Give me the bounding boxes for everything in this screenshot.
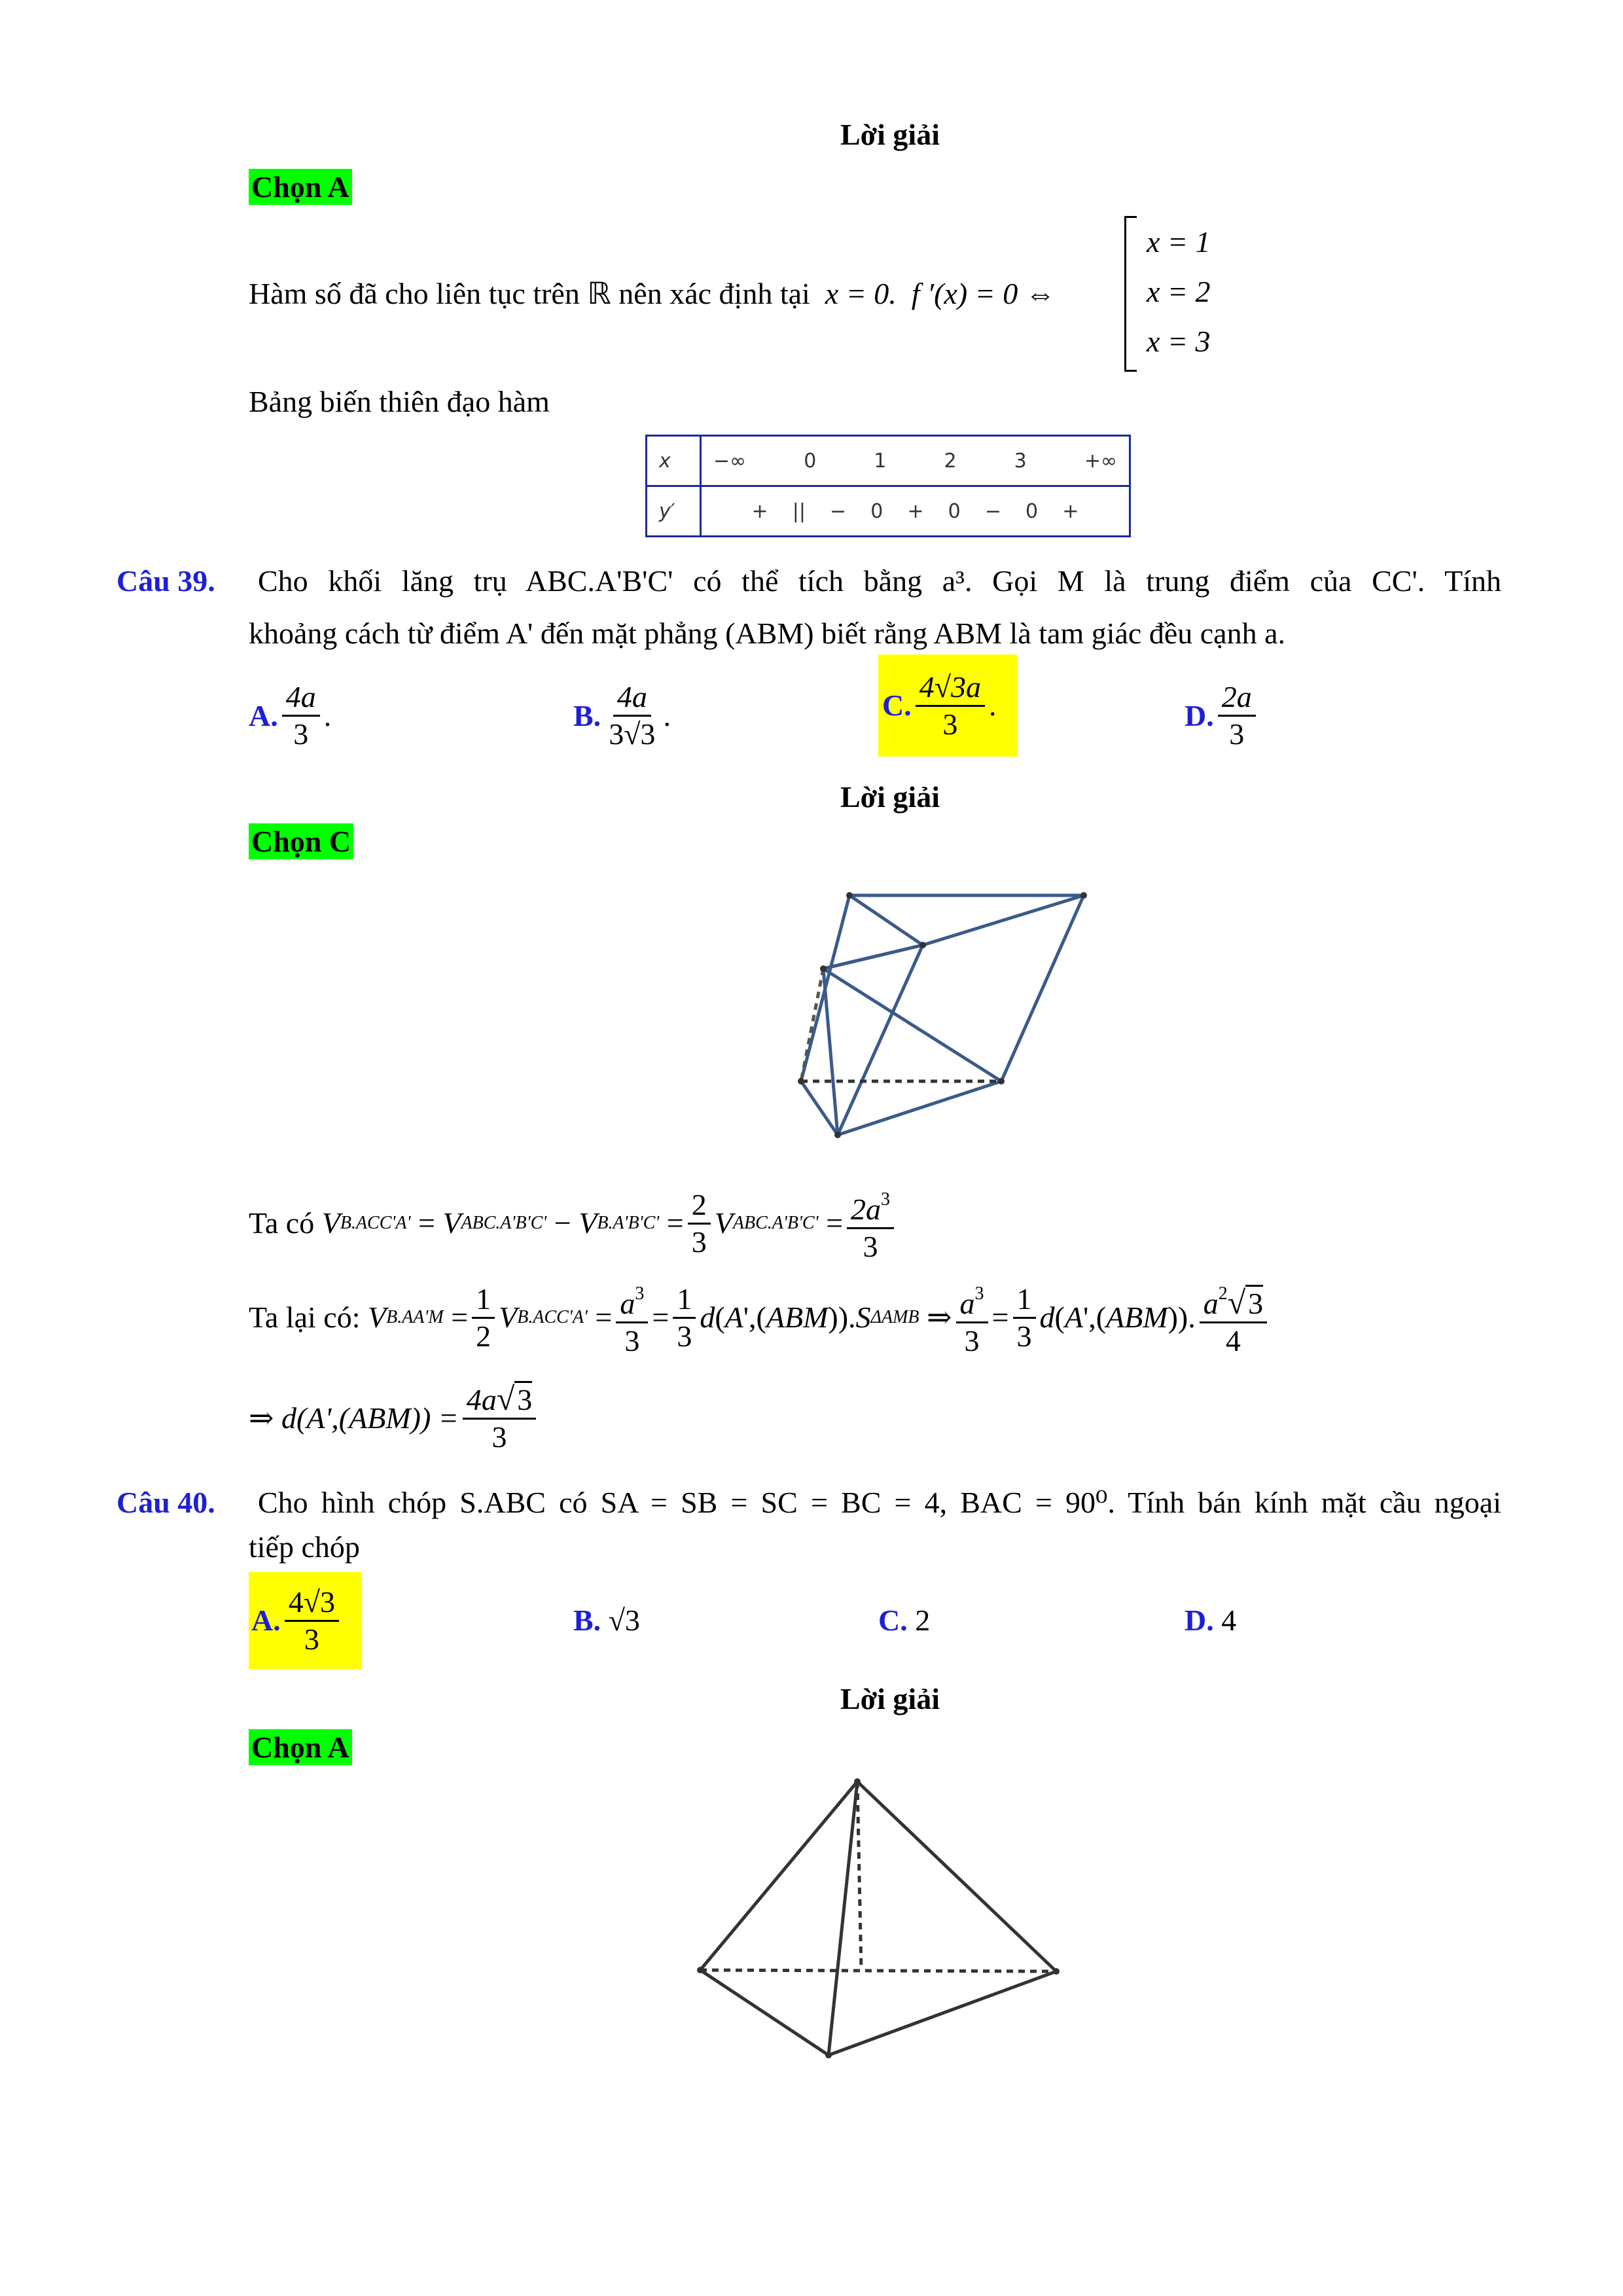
root-3: x = 3 [1147,325,1211,358]
q40-option-b[interactable] [573,1601,640,1640]
root-1: x = 1 [1147,225,1211,259]
q40-text-line2: tiếp chóp [249,1530,360,1564]
edge-sb [857,1782,1056,1971]
vertex-b1 [1080,892,1087,899]
q40-opt-d-label: D. [1185,1604,1214,1637]
roots-bracket [1124,216,1137,372]
q39-b-num: 4a [613,679,651,717]
q39-opt-d-frac [1218,679,1256,752]
q39-label: Câu 39. [116,564,215,598]
x-val-3: 2 [944,449,957,473]
q39-d-num: 2a [1218,679,1256,717]
chon-a-badge-2 [249,1728,352,1767]
q39-c-den: 3 [942,707,958,741]
edge-sa [700,1782,857,1970]
chon-c-text: Chọn C [249,823,353,859]
q39-text-line2: khoảng cách từ điểm A' đến mặt phẳng (ABM) biết rằng ABM là tam giác đều cạnh a. [249,617,1286,650]
heading-loi-giai-1: Lời giải [840,118,940,151]
x-val-2: 1 [874,449,887,473]
y-sign-7: 0 [1026,499,1039,523]
y-sign-8: + [1062,499,1079,523]
q39-option-b[interactable]: B. $\frac{4a}{3√3}$ . [573,680,671,751]
chon-a-text-1: Chọn A [249,169,352,205]
chon-a-text-2: Chọn A [249,1729,352,1765]
table-y-signs [701,486,1130,537]
q39-c-num: 4√3a [916,670,985,707]
q38-line1-pre: Hàm số đã cho liên tục trên [249,277,580,310]
derivative-sign-table [645,435,1131,537]
vertex-a [834,1132,841,1138]
table-label-y: y′ [647,486,701,537]
q39-d-den: 3 [1229,717,1245,751]
q40-opt-b-label: B. [573,1604,601,1637]
vertex-m [820,965,827,972]
y-sign-2: − [830,499,847,523]
q39-opt-c-label: C. [882,689,912,722]
q40-option-c[interactable] [878,1601,930,1640]
vertex-a-pyr [697,1967,704,1973]
vertex-c [798,1078,804,1085]
bbt-title: Bảng biến thiên đạo hàm [249,385,550,418]
vertex-a1 [919,942,926,948]
q40-option-d[interactable] [1185,1601,1236,1640]
q40-opt-a-frac [285,1585,339,1657]
sol3-lhs: d(A',(ABM)) = [281,1401,459,1435]
q39-option-d[interactable] [1185,679,1260,752]
q39-option-a[interactable]: A. $\frac{4a}{3}$ . [249,680,332,751]
root-2: x = 2 [1147,275,1211,308]
q39-a-den: 3 [293,717,309,751]
q39-opt-b-frac [605,679,659,752]
q40-c-value: 2 [915,1604,931,1637]
real-set-symbol: ℝ [587,276,611,311]
y-sign-1: || [792,499,806,523]
q39-solution-line3: ⇒ d(A',(ABM)) = $\frac{4a√3}{3}$ [249,1381,540,1455]
q39-opt-c-frac [916,670,985,742]
q39-b-den: 3√3 [609,717,656,751]
q40-a-num: 4√3 [285,1585,339,1622]
x-val-4: 3 [1014,449,1027,473]
chon-c-badge [249,822,353,861]
vertex-b-pyr [1053,1968,1060,1975]
x-val-0: −∞ [713,449,747,473]
q39-solution-line1: Ta có V B.ACC'A' = V ABC.A'B'C' − V B.A'B'C' = $\frac{2}{3}$ V ABC.A'B'C' = $\frac{2a^3}{3}$ [249,1182,898,1265]
edge-sc [829,1782,857,2055]
x-val-1: 0 [804,449,817,473]
q40-opt-c-label: C. [878,1604,908,1637]
y-sign-4: + [907,499,924,523]
vertex-b [998,1078,1005,1085]
q40-opt-a-label: A. [251,1604,281,1637]
heading-loi-giai-3: Lời giải [840,1682,940,1715]
q38-line1-mid: nên xác định tại [618,277,810,310]
q39-opt-d-label: D. [1185,698,1214,732]
table-x-values [701,436,1130,486]
prism-figure [733,864,1099,1165]
sol2-prefix: Ta lại có: [249,1300,361,1334]
q40-b-value: √3 [608,1604,640,1637]
q40-option-a-correct[interactable] [249,1572,361,1669]
q39-solution-line2: Ta lại có: V B.AA'M = $\frac{1}{2}$ V B.ACC'A' = $\frac{a^3}{3}$ = $\frac{1}{3}$ d ( A ',( ABM )). S ΔAMB ⇒ $\frac{a^3}{3}$ = $\frac{1}{3}$ d ( A ',( ABM )). $\frac{a^2√3}{4}$ [249,1276,1271,1359]
y-sign-5: 0 [948,499,961,523]
y-sign-0: + [751,499,768,523]
q40-a-den: 3 [304,1622,319,1656]
q40-label: Câu 40. [116,1486,215,1519]
vertex-s [854,1778,861,1785]
chon-a-badge-1 [249,168,352,207]
table-row-x [647,436,1130,486]
q38-fprime: f ′(x) = 0 ⇔ [911,277,1056,310]
table-row-y [647,486,1130,537]
q39-opt-a-frac [282,679,320,752]
q40-d-value: 4 [1221,1604,1237,1637]
q38-x0: x = 0. [825,277,897,310]
vertex-c1 [846,892,853,899]
vertex-c-pyr [825,2052,832,2058]
sol1-prefix: Ta có [249,1206,315,1240]
y-sign-6: − [984,499,1001,523]
table-label-x: x [647,436,701,486]
q39-a-num: 4a [282,679,320,717]
pyramid-figure [681,1767,1099,2081]
q38-line1 [249,274,1056,314]
q40-text-line1: Cho hình chóp S.ABC có SA = SB = SC = BC = 4, BAC = 90⁰. Tính bán kính mặt cầu ngoại [258,1486,1501,1519]
q39-opt-a-label: A. [249,698,278,732]
y-sign-3: 0 [870,499,883,523]
q39-option-c-correct[interactable]: C. $\frac{4√3a}{3}$ . [878,655,1017,757]
q39-text-line1: Cho khối lăng trụ ABC.A'B'C' có thể tích bằng a³. Gọi M là trung điểm của CC'. Tính [258,564,1501,598]
x-val-5: +∞ [1084,449,1117,473]
heading-loi-giai-2: Lời giải [840,780,940,814]
q39-opt-b-label: B. [573,698,601,732]
